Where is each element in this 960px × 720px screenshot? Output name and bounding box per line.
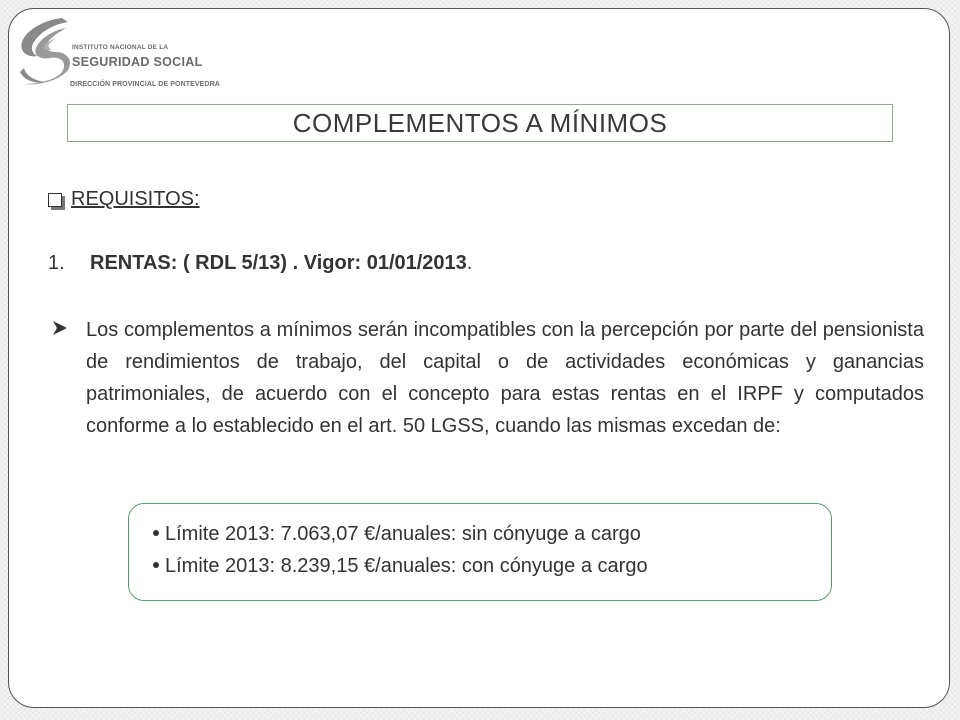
limit-text-2: Límite 2013: 8.239,15 €/anuales: con cónyuge a cargo <box>165 555 648 577</box>
limit-item-1 <box>153 518 831 550</box>
arrow-bullet-icon <box>52 320 68 336</box>
requisitos-heading <box>48 188 200 211</box>
page-title: COMPLEMENTOS A MÍNIMOS <box>292 107 668 138</box>
paragraph-text: Los complementos a mínimos serán incompatibles con la percepción por parte del pensionista de rendimientos de trabajo, del capital o de actividades económicas y ganancias patrimoniales, de acuerdo con el concepto para estas rentas en el IRPF y computados conforme a lo establecido en el art. 50 LGSS, cuando las mismas excedan de: <box>86 319 924 437</box>
numbered-item-1 <box>48 252 472 275</box>
item-rentas-suffix: . <box>466 252 473 274</box>
logo-institute-line: INSTITUTO NACIONAL DE LA <box>72 44 169 51</box>
bullet-icon <box>153 562 159 568</box>
requisitos-label: REQUISITOS: <box>71 188 200 210</box>
paragraph-block <box>48 314 924 462</box>
logo-direccion-line: DIRECCIÓN PROVINCIAL DE PONTEVEDRA <box>70 81 220 88</box>
seguridad-social-logo-icon <box>14 14 76 88</box>
limit-item-2 <box>153 550 831 582</box>
bullet-icon <box>153 530 159 536</box>
item-rentas-text: RENTAS: ( RDL 5/13) . Vigor: 01/01/2013 <box>90 252 467 274</box>
checkbox-icon <box>48 193 62 207</box>
logo-text <box>72 44 203 70</box>
limits-box <box>128 503 832 601</box>
item-number: 1. <box>48 252 65 274</box>
title-box <box>67 104 893 142</box>
logo-seguridad-social-line: SEGURIDAD SOCIAL <box>72 55 203 69</box>
limit-text-1: Límite 2013: 7.063,07 €/anuales: sin cónyuge a cargo <box>165 523 641 545</box>
